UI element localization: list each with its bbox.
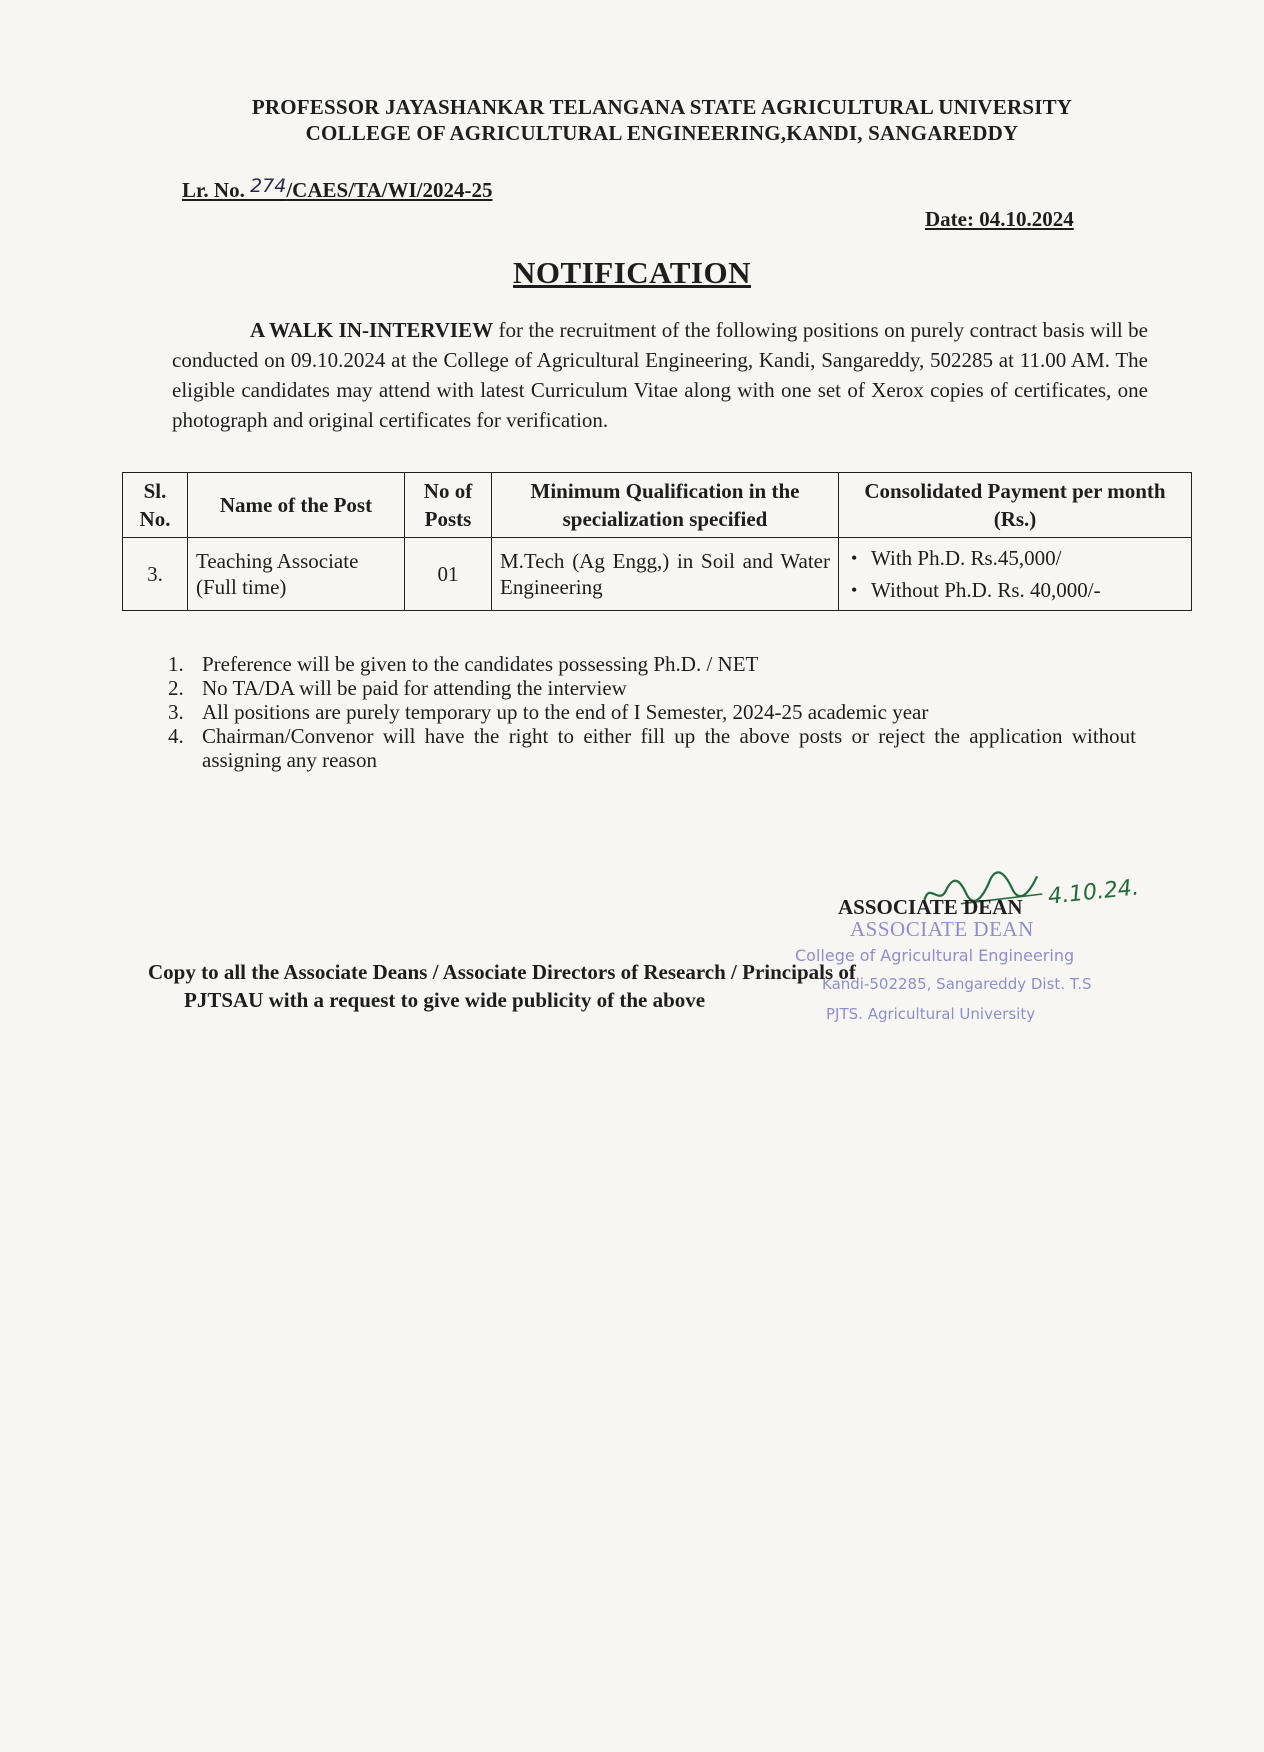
letter-number-handwritten: 274	[250, 175, 287, 197]
table-row	[123, 538, 1192, 611]
letter-number-suffix: /CAES/TA/WI/2024-25	[286, 178, 493, 202]
note-text: All positions are purely temporary up to the end of I Semester, 2024-25 academic year	[202, 700, 929, 724]
cell-no-of-posts: 01	[405, 538, 492, 611]
list-item	[162, 652, 1136, 676]
payment-with-phd: • With Ph.D. Rs.45,000/	[847, 542, 1183, 574]
notification-title: NOTIFICATION	[513, 255, 751, 290]
intro-paragraph	[172, 315, 1148, 435]
letter-date: Date: 04.10.2024	[925, 207, 1074, 231]
signature-date: 4.10.24.	[1046, 875, 1141, 910]
cell-qualification: M.Tech (Ag Engg,) in Soil and Water Engineering	[492, 538, 839, 611]
letter-number	[182, 175, 493, 203]
copy-to-line-1: Copy to all the Associate Deans / Associate Directors of Research / Principals of	[148, 960, 856, 984]
cell-sl-no: 3.	[123, 538, 188, 611]
copy-to-block	[148, 958, 856, 1014]
note-text: Chairman/Convenor will have the right to either fill up the above posts or reject the application without assigning any reason	[202, 724, 1136, 772]
list-item	[162, 676, 1136, 700]
payment-without-phd: • Without Ph.D. Rs. 40,000/-	[847, 574, 1183, 606]
col-no-of-posts: No of Posts	[405, 473, 492, 538]
stamp-title: ASSOCIATE DEAN	[850, 917, 1034, 941]
col-payment: Consolidated Payment per month (Rs.)	[839, 473, 1192, 538]
col-post-name: Name of the Post	[188, 473, 405, 538]
stamp-address: Kandi-502285, Sangareddy Dist. T.S	[822, 975, 1092, 993]
note-number: 2.	[168, 676, 184, 700]
table-header-row	[123, 473, 1192, 538]
cell-post-name: Teaching Associate (Full time)	[188, 538, 405, 611]
college-name: COLLEGE OF AGRICULTURAL ENGINEERING,KANDI, SANGAREDDY	[305, 121, 1019, 145]
cell-payment	[839, 538, 1192, 611]
note-number: 3.	[168, 700, 184, 724]
intro-bold-lead: A WALK IN-INTERVIEW	[250, 318, 494, 342]
note-text: No TA/DA will be paid for attending the interview	[202, 676, 627, 700]
col-qualification: Minimum Qualification in the specialization specified	[492, 473, 839, 538]
university-name: PROFESSOR JAYASHANKAR TELANGANA STATE AGRICULTURAL UNIVERSITY	[251, 95, 1073, 119]
copy-to-line-2: PJTSAU with a request to give wide publicity of the above	[184, 988, 706, 1012]
list-item	[162, 700, 1136, 724]
list-item	[162, 724, 1136, 772]
col-sl-no: Sl. No.	[123, 473, 188, 538]
letter-number-prefix: Lr. No.	[182, 178, 251, 202]
posts-table	[122, 472, 1192, 611]
payment-list	[847, 542, 1183, 606]
stamp-university: PJTS. Agricultural University	[826, 1005, 1036, 1023]
intro-text: for the recruitment of the following positions on purely contract basis will be conducted on 09.10.2024 at the College of Agricultural Engineering, Kandi, Sangareddy, 502285 at 11.00 AM. The eligible candidates may attend with latest Curriculum Vitae along with one set of Xerox copies of certificates, one photograph and original certificates for verification.	[172, 318, 1148, 432]
note-number: 1.	[168, 652, 184, 676]
note-number: 4.	[168, 724, 184, 748]
signatory-designation: ASSOCIATE DEAN	[838, 895, 1023, 919]
notes-list	[162, 652, 1136, 772]
note-text: Preference will be given to the candidates possessing Ph.D. / NET	[202, 652, 759, 676]
stamp-college: College of Agricultural Engineering	[795, 946, 1075, 965]
